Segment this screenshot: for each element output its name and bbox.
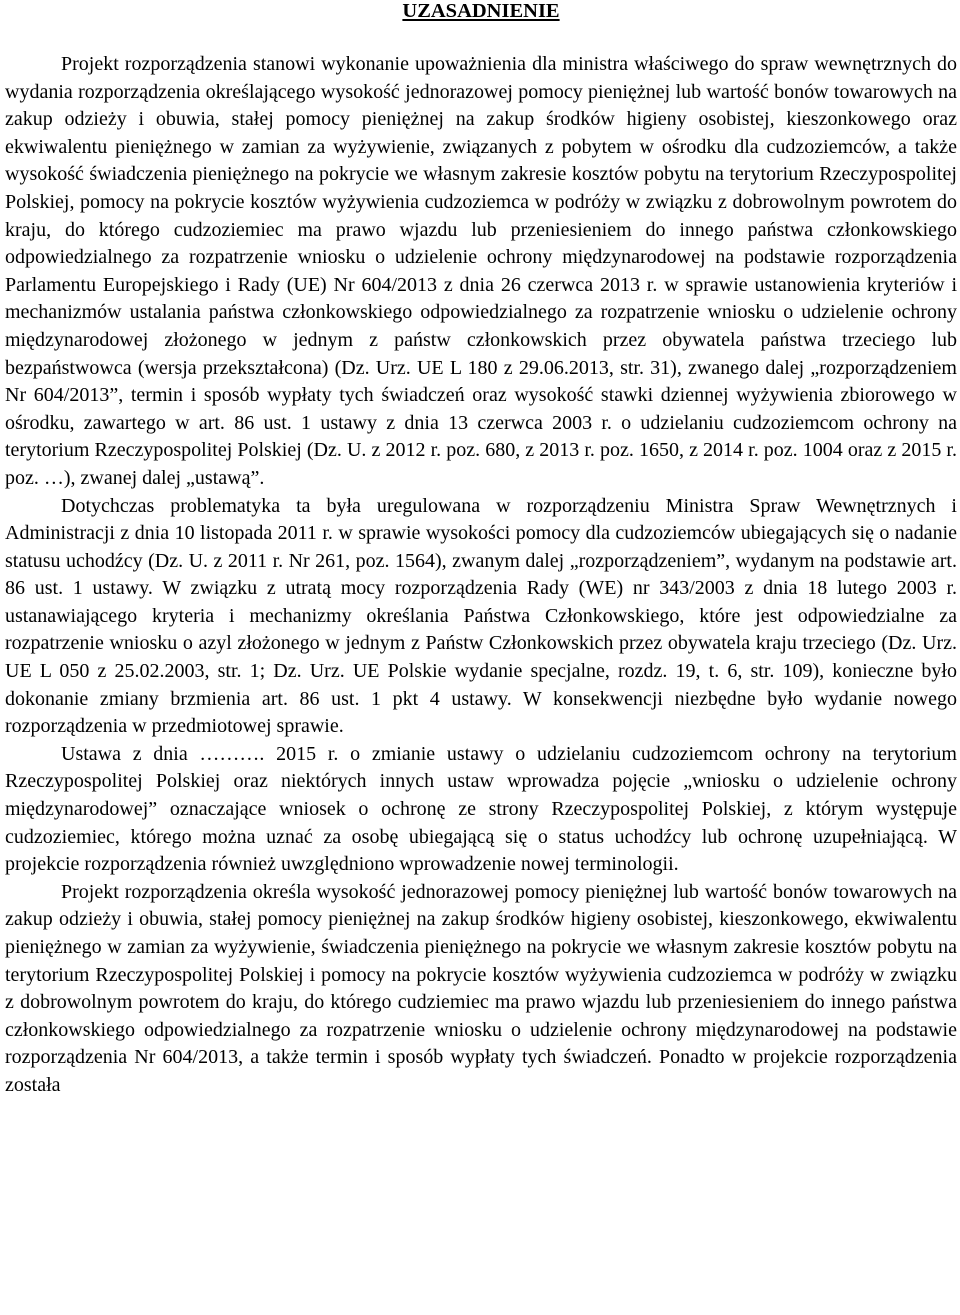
paragraph-new-terminology: Ustawa z dnia ………. 2015 r. o zmianie ustawy o udzielaniu cudzoziemcom ochrony na terytorium Rzeczypospolitej Polskiej oraz niektórych innych ustaw wprowadza pojęcie „wniosku o udzielenie ochrony międzynarodowej” oznaczające wniosek o ochronę ze strony Rzeczypospolitej Polskiej, z którym występuje cudzoziemiec, którego można uznać za osobę ubiegającą się o status uchodźcy lub ochronę uzupełniającą. W projekcie rozporządzenia również uwzględniono wprowadzenie nowej terminologii.: [5, 742, 957, 876]
paragraph-scope: Projekt rozporządzenia określa wysokość jednorazowej pomocy pieniężnej lub wartość bonów towarowych na zakup odzieży i obuwia, stałej pomocy pieniężnej na zakup środków higieny osobistej, kieszonkowego, ekwiwalentu pieniężnego w zamian za wyżywienie, świadczenia pieniężnego na pokrycie we własnym zakresie kosztów pobytu na terytorium Rzeczypospolitej Polskiej i pomocy na pokrycie kosztów wyżywienia cudzoziemca w podróży w związku z dobrowolnym powrotem do kraju, do którego cudziemiec ma prawo wjazdu lub przeniesieniem do innego państwa członkowskiego odpowiedzialnego za rozpatrzenie wniosku o udzielenie ochrony międzynarodowej na podstawie rozporządzenia Nr 604/2013, a także termin i sposób wypłaty tych świadczeń. Ponadto w projekcie rozporządzenia została: [5, 880, 957, 1096]
paragraph-previous-regulation: Dotychczas problematyka ta była uregulowana w rozporządzeniu Ministra Spraw Wewnętrznych i Administracji z dnia 10 listopada 2011 r. w sprawie wysokości pomocy dla cudzoziemców ubiegających się o nadanie statusu uchodźcy (Dz. U. z 2011 r. Nr 261, poz. 1564), zwanym dalej „rozporządzeniem”, wydanym na podstawie art. 86 ust. 1 ustawy. W związku z utratą mocy rozporządzenia Rady (WE) nr 343/2003 z dnia 18 lutego 2003 r. ustanawiającego kryteria i mechanizmy określania Państwa Członkowskiego, które jest odpowiedzialne za rozpatrzenie wniosku o azyl złożonego w jednym z Państw Członkowskich przez obywatela kraju trzeciego (Dz. Urz. UE L 050 z 25.02.2003, str. 1; Dz. Urz. UE Polskie wydanie specjalne, rozdz. 19, t. 6, str. 109), konieczne było dokonanie zmiany brzmienia art. 86 ust. 1 pkt 4 ustawy. W konsekwencji niezbędne było wydanie nowego rozporządzenia w przedmiotowej sprawie.: [5, 494, 957, 738]
paragraph-intro: Projekt rozporządzenia stanowi wykonanie upoważnienia dla ministra właściwego do spraw wewnętrznych do wydania rozporządzenia określającego wysokość jednorazowej pomocy pieniężnej lub wartość bonów towarowych na zakup odzieży i obuwia, stałej pomocy pieniężnej na zakup środków higieny osobistej, kieszonkowego oraz ekwiwalentu pieniężnego w zamian za wyżywienie, związanych z pobytem w ośrodku dla cudzoziemców, a także wysokość świadczenia pieniężnego na pokrycie we własnym zakresie kosztów pobytu na terytorium Rzeczypospolitej Polskiej, pomocy na pokrycie kosztów wyżywienia cudzoziemca w podróży w związku z dobrowolnym powrotem do kraju, do którego cudzoziemiec ma prawo wjazdu lub przeniesieniem do innego państwa członkowskiego odpowiedzialnego za rozpatrzenie wniosku o udzielenie ochrony międzynarodowej na podstawie rozporządzenia Parlamentu Europejskiego i Rady (UE) Nr 604/2013 z dnia 26 czerwca 2013 r. w sprawie ustanowienia kryteriów i mechanizmów ustalania państwa członkowskiego odpowiedzialnego za rozpatrzenie wniosku o udzielenie ochrony międzynarodowej złożonego w jednym z państw członkowskich przez obywatela państwa trzeciego lub bezpaństwowca (wersja przekształcona) (Dz. Urz. UE L 180 z 29.06.2013, str. 31), zwanego dalej „rozporządzeniem Nr 604/2013”, termin i sposób wypłaty tych świadczeń oraz wysokość stawki dziennej wyżywienia zbiorowego w ośrodku, zawartego w art. 86 ust. 1 ustawy z dnia 13 czerwca 2003 r. o udzielaniu cudzoziemcom ochrony na terytorium Rzeczypospolitej Polskiej (Dz. U. z 2012 r. poz. 680, z 2013 r. poz. 1650, z 2014 r. poz. 1004 oraz z 2015 r. poz. …), zwanej dalej „ustawą”.: [5, 53, 957, 489]
document-page: [5, 0, 957, 1100]
document-title: UZASADNIENIE: [402, 0, 560, 22]
